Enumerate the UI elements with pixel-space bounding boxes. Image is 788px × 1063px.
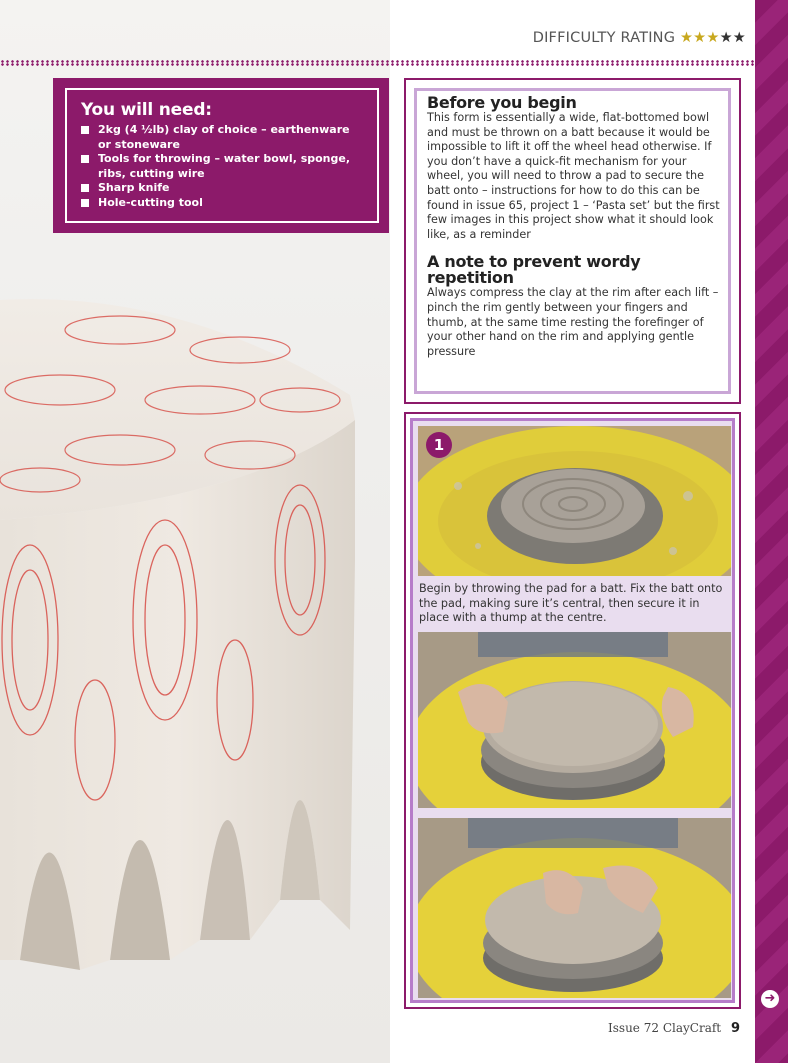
you-will-need-frame xyxy=(65,88,379,223)
batt-placing-image xyxy=(418,632,731,808)
step-photo-3 xyxy=(418,818,731,998)
list-item xyxy=(81,196,363,211)
before-you-begin-title: Before you begin xyxy=(427,93,577,112)
issue-label: Issue 72 xyxy=(608,1021,659,1035)
page-number: 9 xyxy=(730,1021,740,1036)
step-panel xyxy=(404,412,741,1009)
step-caption: Begin by throwing the pad for a batt. Fix the batt onto the pad, making sure it’s central, then secure it in place with a thump at the centre. xyxy=(419,582,723,625)
bullet-icon xyxy=(81,155,89,163)
batt-thump-image xyxy=(418,818,731,998)
list-item-text: Tools for throwing – water bowl, sponge, ribs, cutting wire xyxy=(98,152,351,180)
bullet-icon xyxy=(81,126,89,134)
bullet-icon xyxy=(81,199,89,207)
divider xyxy=(0,60,755,66)
you-will-need-box xyxy=(53,78,389,233)
bullet-icon xyxy=(81,184,89,192)
step-number-badge: 1 xyxy=(426,432,452,458)
list-item-text: Sharp knife xyxy=(98,181,170,195)
note-title: A note to prevent wordy repetition xyxy=(427,252,641,288)
materials-list xyxy=(81,123,363,211)
list-item xyxy=(81,181,363,196)
list-item xyxy=(81,123,363,152)
next-page-arrow-icon[interactable]: ➜ xyxy=(761,990,779,1008)
side-stripe xyxy=(755,0,788,1063)
difficulty-label: DIFFICULTY RATING xyxy=(532,30,676,46)
before-you-begin-box xyxy=(404,78,741,404)
list-item-text: Hole-cutting tool xyxy=(98,195,203,209)
wheel-pad-image xyxy=(418,426,731,576)
note-text: Always compress the clay at the rim after each lift – pinch the rim gently between your fingers and thumb, at the same time resting the forefinger of your other hand on the rim and applying gentle pressure xyxy=(427,286,719,358)
list-item-text: 2kg (4 ½lb) clay of choice – earthenware or stoneware xyxy=(98,123,350,151)
brand-name: ClayCraft xyxy=(662,1021,722,1035)
step-photo-1 xyxy=(418,426,731,576)
star-empty-icon: ★★ xyxy=(719,30,746,46)
page-footer xyxy=(590,1021,740,1036)
list-item xyxy=(81,152,363,181)
step-photo-2 xyxy=(418,632,731,808)
star-filled-icon: ★★★ xyxy=(679,30,720,46)
before-you-begin-frame xyxy=(414,88,731,394)
difficulty-rating xyxy=(390,30,746,46)
step-panel-frame xyxy=(410,418,735,1003)
before-you-begin-text: This form is essentially a wide, flat-bottomed bowl and must be thrown on a batt because it would be impossible to lift it off the wheel head otherwise. If you don’t have a quick-fit mechanism for your wheel, you will need to throw a pad to secure the batt onto – instructions for how to do this can be found in issue 65, project 1 – ‘Pasta set’ but the first few images in this project show what it should look like, as a reminder xyxy=(427,111,720,241)
you-will-need-title: You will need: xyxy=(81,100,212,120)
